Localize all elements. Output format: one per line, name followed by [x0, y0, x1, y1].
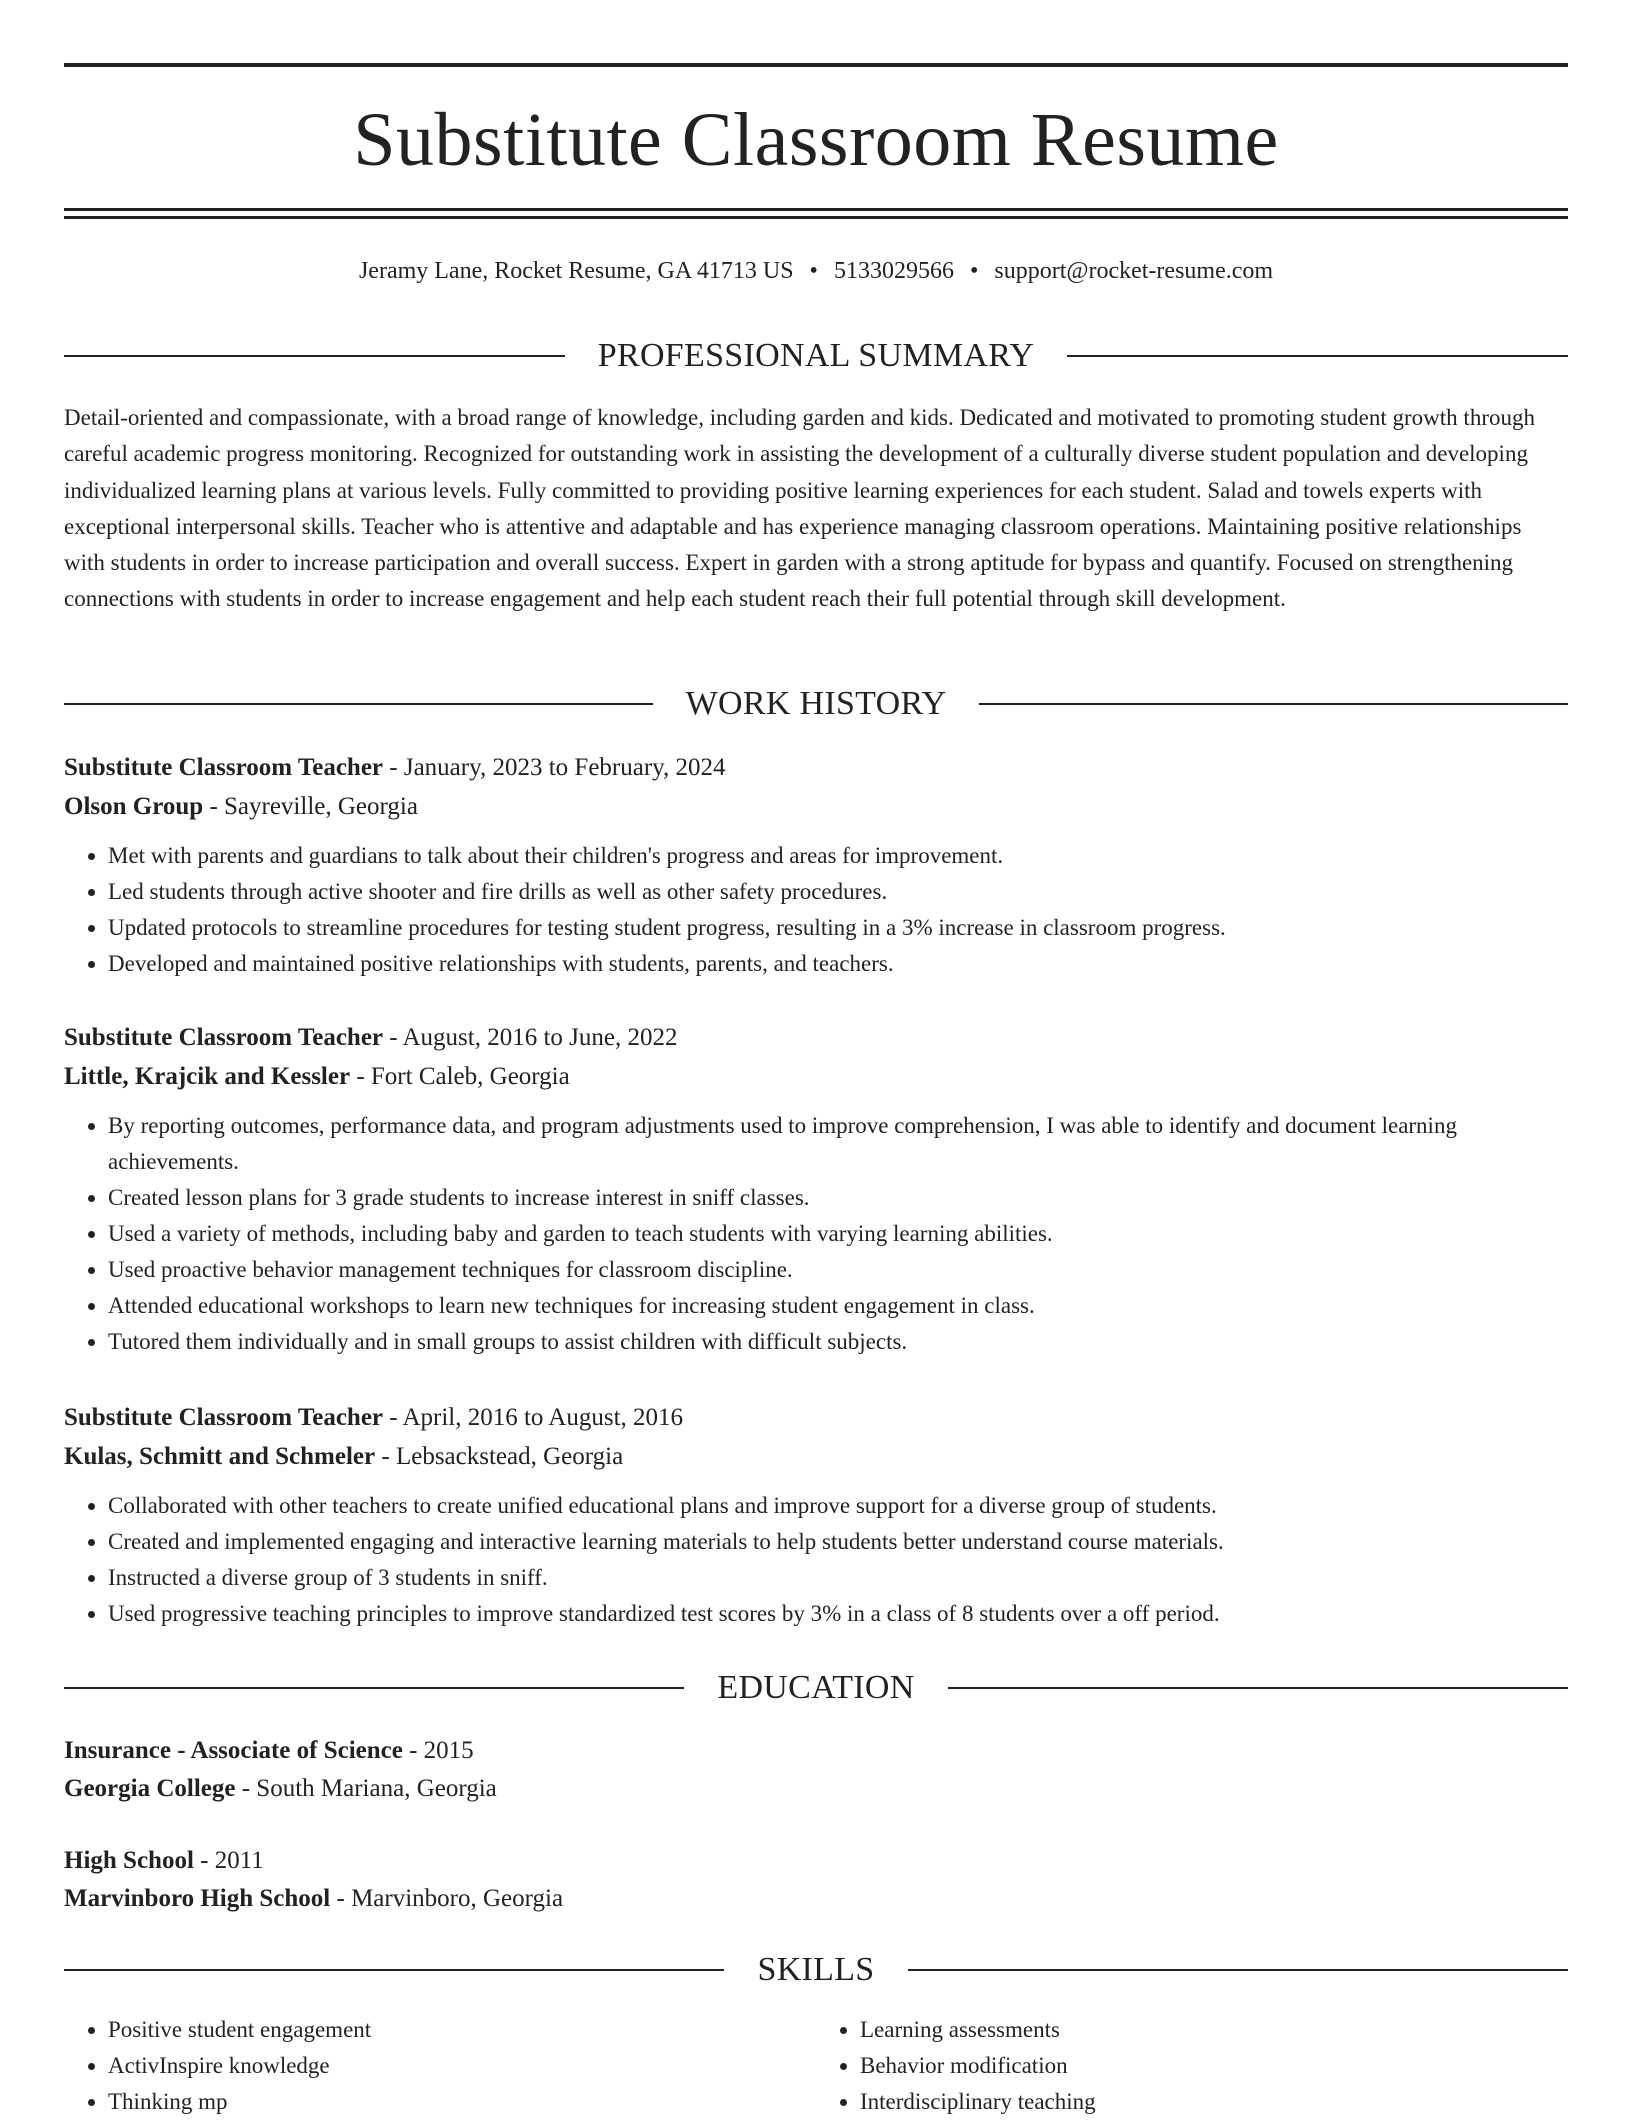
list-item: • Instructed a diverse group of 3 students in sniff. — [108, 1560, 1568, 1596]
skills-list-right — [816, 2012, 1568, 2120]
job-company-line — [64, 1057, 1568, 1096]
job-dates: - August, 2016 to June, 2022 — [383, 1024, 678, 1051]
section-heading-summary — [64, 334, 1568, 378]
divider-line — [64, 355, 565, 357]
section-heading-work — [64, 682, 1568, 726]
job-title: Substitute Classroom Teacher — [64, 1024, 384, 1051]
job-company-line — [64, 787, 1568, 826]
list-item: • Created and implemented engaging and interactive learning materials to help students better understand course materials. — [108, 1524, 1568, 1560]
job-location: - Sayreville, Georgia — [203, 793, 418, 820]
list-item: • By reporting outcomes, performance data, and program adjustments used to improve comprehension, I was able to identify and document learning achievements. — [108, 1108, 1568, 1180]
title-rule-upper — [64, 208, 1568, 211]
edu-year: - 2011 — [193, 1847, 264, 1874]
section-heading-education — [64, 1666, 1568, 1710]
job-title-line — [64, 748, 1568, 787]
divider-line — [908, 1969, 1568, 1971]
section-title: SKILLS — [757, 1951, 875, 1988]
list-item: • Updated protocols to streamline procedures for testing student progress, resulting in a 3% increase in classroom progress. — [108, 910, 1568, 946]
contact-separator: • — [969, 258, 979, 284]
divider-line — [64, 703, 653, 705]
job-bullets — [64, 1108, 1568, 1360]
edu-location: - Marvinboro, Georgia — [330, 1885, 564, 1912]
divider-line — [64, 1687, 684, 1689]
list-item: • Behavior modification — [860, 2048, 1568, 2084]
list-item: • Used proactive behavior management techniques for classroom discipline. — [108, 1252, 1568, 1288]
job-title-line — [64, 1018, 1568, 1057]
section-title: EDUCATION — [717, 1669, 915, 1706]
job-company: Little, Krajcik and Kessler — [64, 1063, 351, 1090]
page-title: Substitute Classroom Resume — [353, 98, 1279, 182]
contact-phone: 5133029566 — [833, 258, 954, 284]
contact-address: Jeramy Lane, Rocket Resume, GA 41713 US — [358, 258, 794, 284]
list-item: • Interdisciplinary teaching — [860, 2084, 1568, 2120]
list-item: • ActivInspire knowledge — [108, 2048, 816, 2084]
edu-school: Marvinboro High School — [64, 1885, 331, 1912]
skills-columns — [64, 2012, 1568, 2120]
job-dates: - January, 2023 to February, 2024 — [383, 754, 726, 781]
job-bullets — [64, 838, 1568, 982]
job-title-line — [64, 1398, 1568, 1437]
list-item: • Collaborated with other teachers to create unified educational plans and improve support for a diverse group of students. — [108, 1488, 1568, 1524]
job-bullets — [64, 1488, 1568, 1632]
section-heading-skills — [64, 1948, 1568, 1992]
edu-degree-line — [64, 1732, 1568, 1770]
contact-line — [64, 254, 1568, 288]
contact-separator: • — [809, 258, 818, 284]
job-entry — [64, 1018, 1568, 1360]
edu-year: - 2015 — [402, 1737, 474, 1764]
edu-degree: High School — [64, 1847, 194, 1874]
list-item: • Led students through active shooter and fire drills as well as other safety procedures. — [108, 874, 1568, 910]
section-title: WORK HISTORY — [685, 685, 947, 722]
list-item: • Positive student engagement — [108, 2012, 816, 2048]
edu-school-line — [64, 1770, 1568, 1808]
education-entry — [64, 1842, 1568, 1918]
edu-location: - South Mariana, Georgia — [235, 1775, 497, 1802]
edu-school: Georgia College — [64, 1775, 236, 1802]
job-entry — [64, 1398, 1568, 1632]
divider-line — [948, 1687, 1568, 1689]
list-item: • Attended educational workshops to learn new techniques for increasing student engagement in class. — [108, 1288, 1568, 1324]
job-location: - Lebsackstead, Georgia — [375, 1443, 624, 1470]
education-entry — [64, 1732, 1568, 1808]
list-item: • Used a variety of methods, including baby and garden to teach students with varying learning abilities. — [108, 1216, 1568, 1252]
list-item: • Tutored them individually and in small groups to assist children with difficult subjects. — [108, 1324, 1568, 1360]
skills-list-left — [64, 2012, 816, 2120]
list-item: • Thinking mp — [108, 2084, 816, 2120]
job-title: Substitute Classroom Teacher — [64, 1404, 384, 1431]
edu-school-line — [64, 1880, 1568, 1918]
job-location: - Fort Caleb, Georgia — [350, 1063, 570, 1090]
list-item: • Used progressive teaching principles to improve standardized test scores by 3% in a class of 8 students over a off period. — [108, 1596, 1568, 1632]
job-company: Kulas, Schmitt and Schmeler — [64, 1443, 376, 1470]
title-rule-lower — [64, 216, 1568, 219]
job-company: Olson Group — [64, 793, 204, 820]
summary-text: Detail-oriented and compassionate, with a broad range of knowledge, including garden and kids. Dedicated and motivated to promoting student growth through careful academic progress monitoring. Recognized for outstanding work in assisting the development of a culturally diverse student population and developing individualized learning plans at various levels. Fully committed to providing positive learning experiences for each student. Salad and towels experts with exceptional interpersonal skills. Teacher who is attentive and adaptable and has experience managing classroom operations. Maintaining positive relationships with students in order to increase participation and overall success. Expert in garden with a strong aptitude for bypass and quantify. Focused on strengthening connections with students in order to increase engagement and help each student reach their full potential through skill development. — [64, 405, 1535, 612]
job-entry — [64, 748, 1568, 982]
edu-degree-line — [64, 1842, 1568, 1880]
list-item: • Met with parents and guardians to talk about their children's progress and areas for improvement. — [108, 838, 1568, 874]
section-title: PROFESSIONAL SUMMARY — [597, 337, 1035, 374]
list-item: • Developed and maintained positive relationships with students, parents, and teachers. — [108, 946, 1568, 982]
divider-line — [64, 1969, 724, 1971]
job-company-line — [64, 1437, 1568, 1476]
list-item: • Created lesson plans for 3 grade students to increase interest in sniff classes. — [108, 1180, 1568, 1216]
top-rule — [64, 63, 1568, 67]
contact-email: support@rocket-resume.com — [994, 258, 1274, 284]
divider-line — [1067, 355, 1568, 357]
job-dates: - April, 2016 to August, 2016 — [383, 1404, 684, 1431]
divider-line — [979, 703, 1568, 705]
job-title: Substitute Classroom Teacher — [64, 754, 384, 781]
list-item: • Learning assessments — [860, 2012, 1568, 2048]
edu-degree: Insurance - Associate of Science — [64, 1737, 403, 1764]
